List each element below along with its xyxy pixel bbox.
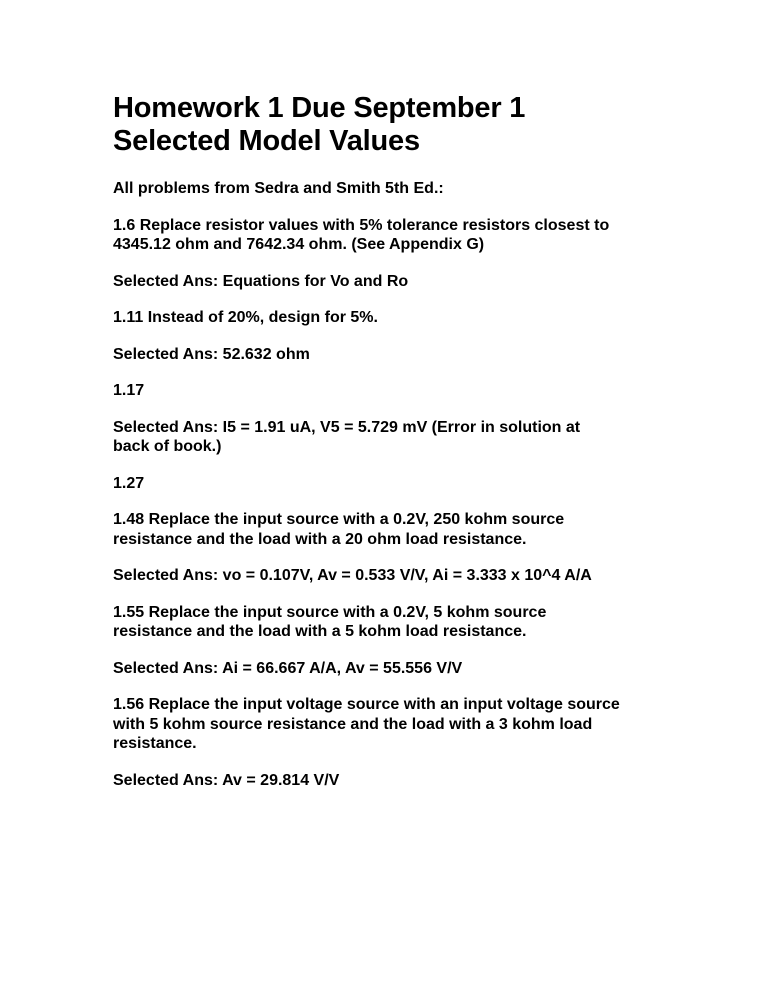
problem-1-11 xyxy=(113,308,673,328)
answer-1-6 xyxy=(113,272,673,292)
text-line: 1.55 Replace the input source with a 0.2V, 5 kohm source xyxy=(113,603,547,621)
text-line: Selected Ans: Av = 29.814 V/V xyxy=(113,771,340,789)
answer-1-55 xyxy=(113,659,673,679)
text-line: 1.27 xyxy=(113,474,145,492)
text-line: 1.11 Instead of 20%, design for 5%. xyxy=(113,309,378,326)
text-line: 1.6 Replace resistor values with 5% tolerance resistors closest to xyxy=(113,216,610,234)
document-page xyxy=(113,92,673,807)
text-line: Selected Ans: Ai = 66.667 A/A, Av = 55.556 V/V xyxy=(113,659,463,677)
text-line: 1.56 Replace the input voltage source with an input voltage source xyxy=(113,696,620,713)
text-line: Selected Ans: I5 = 1.91 uA, V5 = 5.729 mV (Error in solution at xyxy=(113,418,581,436)
text-line: All problems from Sedra and Smith 5th Ed.: xyxy=(113,180,444,197)
intro-paragraph xyxy=(113,179,673,199)
text-line: 4345.12 ohm and 7642.34 ohm. (See Appendix G) xyxy=(113,236,485,253)
text-line: with 5 kohm source resistance and the load with a 3 kohm load xyxy=(113,715,593,733)
problem-1-55 xyxy=(113,603,673,642)
answer-1-11 xyxy=(113,345,673,365)
text-line: 1.17 xyxy=(113,382,145,399)
text-line: Selected Ans: vo = 0.107V, Av = 0.533 V/V, Ai = 3.333 x 10^4 A/A xyxy=(113,567,592,584)
text-line: resistance and the load with a 20 ohm load resistance. xyxy=(113,530,527,548)
problem-1-48 xyxy=(113,510,673,549)
text-line: resistance and the load with a 5 kohm load resistance. xyxy=(113,623,527,640)
document-body xyxy=(113,179,673,790)
answer-1-48 xyxy=(113,566,673,586)
text-line: Selected Ans: Equations for Vo and Ro xyxy=(113,272,409,290)
problem-1-17 xyxy=(113,381,673,401)
problem-1-6 xyxy=(113,216,673,255)
title-line-2: Selected Model Values xyxy=(113,125,420,157)
text-line: back of book.) xyxy=(113,438,222,455)
document-title xyxy=(113,92,673,158)
text-line: 1.48 Replace the input source with a 0.2V, 250 kohm source xyxy=(113,511,565,528)
problem-1-27 xyxy=(113,474,673,494)
problem-1-56 xyxy=(113,695,673,754)
answer-1-56 xyxy=(113,771,673,791)
text-line: Selected Ans: 52.632 ohm xyxy=(113,345,310,363)
title-line-1: Homework 1 Due September 1 xyxy=(113,92,526,124)
answer-1-17 xyxy=(113,418,673,457)
text-line: resistance. xyxy=(113,735,197,752)
